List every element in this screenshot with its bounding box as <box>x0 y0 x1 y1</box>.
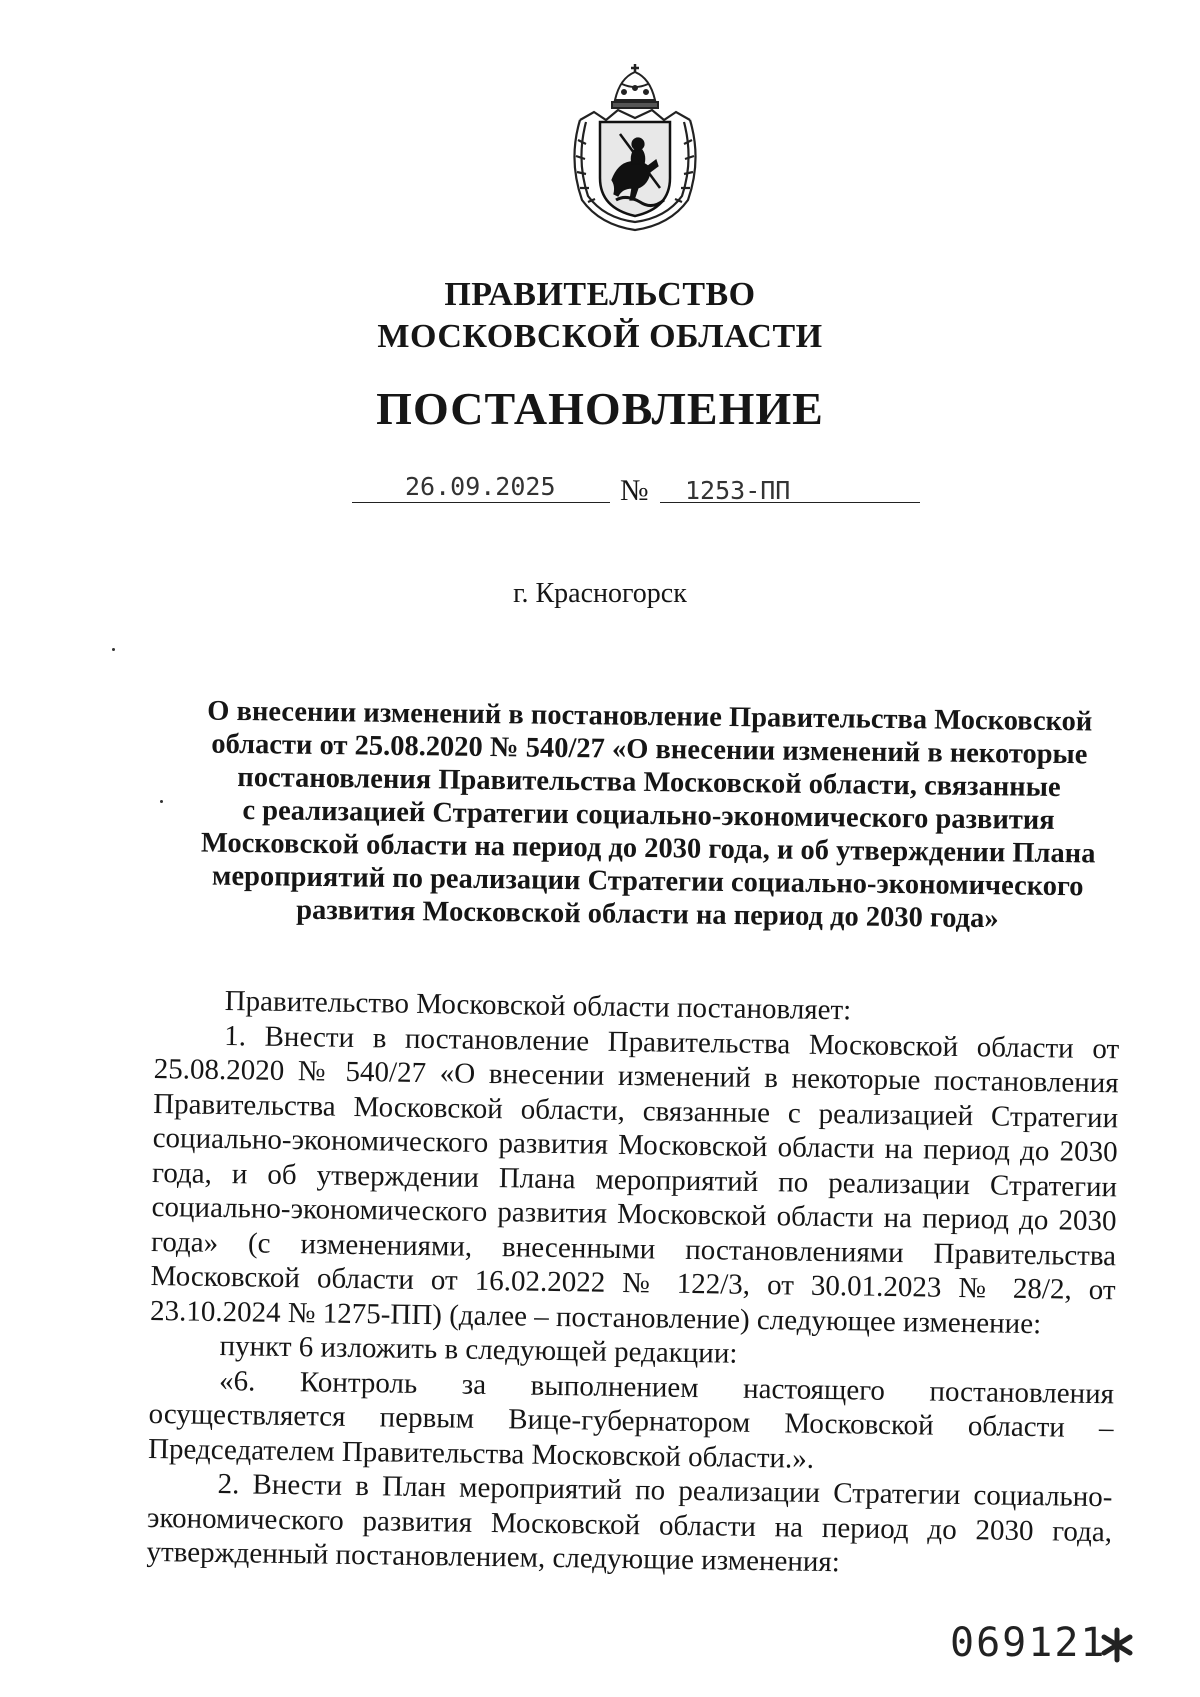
document-body <box>146 983 1120 1584</box>
paragraph-1-instruction: пункт 6 изложить в следующей редакции: <box>219 1330 738 1370</box>
document-date: 26.09.2025 <box>405 472 556 501</box>
subject-line: с реализацией Стратегии социально-экономического развития <box>242 795 1055 836</box>
intro-paragraph: Правительство Московской области постановляет: <box>224 985 852 1027</box>
paragraph-1-quote: «6. Контроль за выполнением настоящего постановления осуществляется первым Вице-губернатором Московской области – Председателем Правительства Московской области.». <box>147 1364 1115 1475</box>
subject-line: развития Московской области на период до 2030 года» <box>296 894 999 935</box>
government-name-line1: ПРАВИТЕЛЬСТВО <box>444 276 756 313</box>
serial-number: 069121 <box>950 1620 1107 1666</box>
number-sign: № <box>620 474 649 507</box>
document-subject <box>197 695 1100 937</box>
document-number: 1253-ПП <box>685 476 791 505</box>
scan-speck <box>112 648 115 651</box>
coat-of-arms-emblem <box>560 60 710 235</box>
subject-line: мероприятий по реализации Стратегии социально-экономического <box>211 860 1084 903</box>
asterisk-icon <box>1098 1626 1136 1664</box>
subject-line: области от 25.08.2020 № 540/27 «О внесении изменений в некоторые <box>211 728 1088 771</box>
city-name: г. Красногорск <box>513 578 687 609</box>
subject-line: О внесении изменений в постановление Правительства Московской <box>207 695 1093 738</box>
registration-line <box>0 472 1200 512</box>
paragraph-1: 1. Внести в постановление Правительства Московской области от 25.08.2020 № 540/27 «О внесении изменений в некоторые постановления Правительства Московской области, связанные с реализацией Стратегии социально-экономического развития Московской области на период до 2030 года, и об утверждении Плана мероприятий по реализации Стратегии социально-экономического развития Московской области на период до 2030 года» (с изменениями, внесенными постановлениями Правительства Московской области от 16.02.2022 № 122/3, от 30.01.2023 № 28/2, от 23.10.2024 № 1275-ПП) (далее – постановление) следующее изменение: <box>149 1019 1120 1340</box>
subject-line: постановления Правительства Московской области, связанные <box>237 761 1061 804</box>
paragraph-2: 2. Внести в План мероприятий по реализации Стратегии социально-экономического развития Московской области на период до 2030 года, утвержденный постановлением, следующие изменения: <box>146 1467 1113 1579</box>
scan-speck <box>160 800 163 803</box>
government-name-line2: МОСКОВСКОЙ ОБЛАСТИ <box>377 318 823 355</box>
subject-line: Московской области на период до 2030 года, и об утверждении Плана <box>200 827 1096 870</box>
document-type-title: ПОСТАНОВЛЕНИЕ <box>376 383 824 434</box>
